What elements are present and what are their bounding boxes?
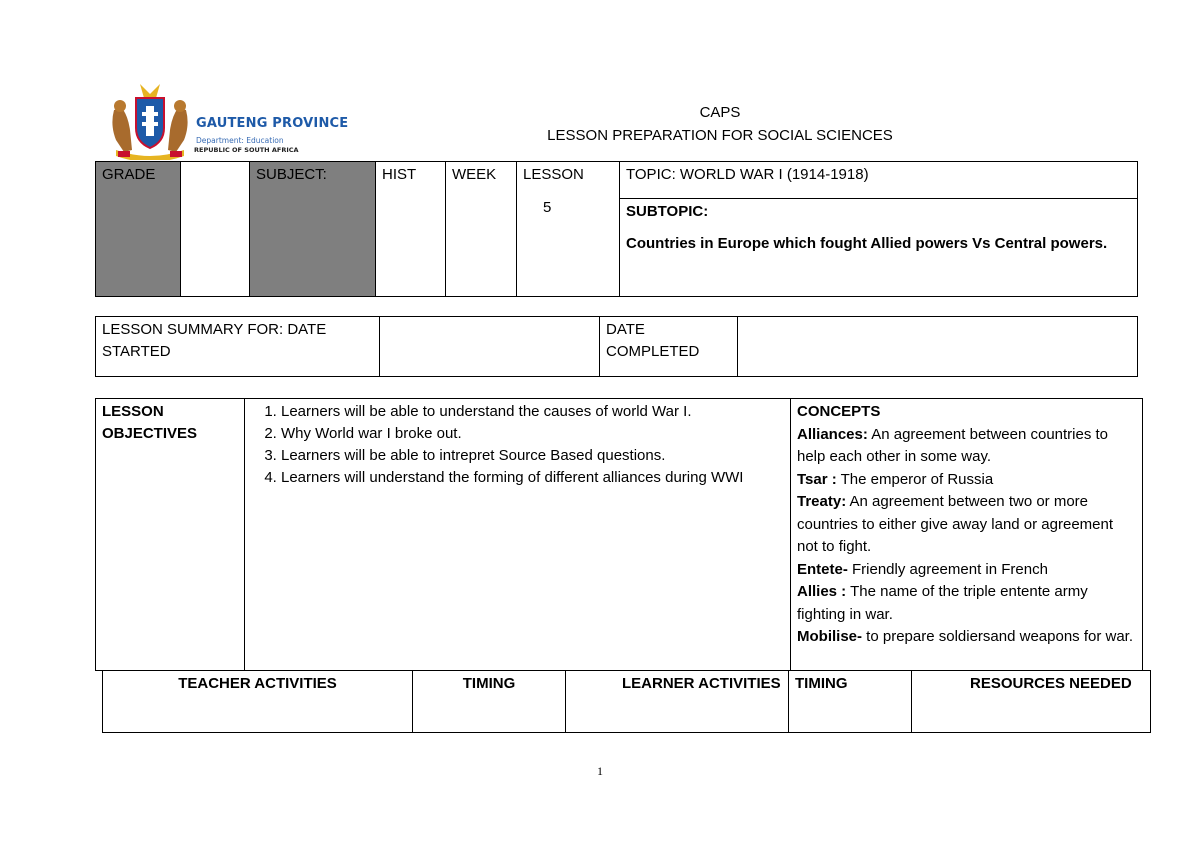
logo-country: REPUBLIC OF SOUTH AFRICA	[194, 146, 299, 154]
concept-definition: The emperor of Russia	[836, 470, 994, 488]
grade-value-cell	[181, 162, 250, 297]
teacher-activities-header	[103, 671, 413, 733]
header-caps: CAPS	[699, 104, 741, 121]
coat-of-arms-icon	[108, 80, 192, 160]
logo-title: GAUTENG PROVINCE	[196, 116, 349, 131]
date-started-label-cell	[96, 317, 380, 377]
subject-label-cell	[250, 162, 376, 297]
concept-term: Tsar :	[797, 470, 837, 488]
lesson-cell	[517, 162, 620, 297]
concept-definition: An agreement between two or more countries to either give away land or agreement not to fight.	[797, 493, 1114, 555]
lesson-summary-table	[95, 316, 1138, 377]
subtopic-text: Countries in Europe which fought Allied powers Vs Central powers.	[626, 235, 1108, 252]
objectives-label-cell	[96, 399, 245, 671]
concept-definition: An agreement between countries to help each other in some way.	[797, 425, 1109, 465]
concept-item	[797, 581, 1136, 626]
topic-text: TOPIC: WORLD WAR I (1914-1918)	[626, 166, 869, 183]
subject-value-cell	[376, 162, 446, 297]
date-completed-label-cell	[600, 317, 738, 377]
date-completed-value-cell[interactable]	[738, 317, 1138, 377]
concept-definition: Friendly agreement in French	[847, 560, 1048, 578]
concept-item	[797, 424, 1136, 469]
teacher-activities-label: TEACHER ACTIVITIES	[178, 675, 337, 692]
concept-item	[797, 491, 1136, 559]
timing-header-1	[413, 671, 566, 733]
grade-label: GRADE	[102, 166, 156, 183]
timing-header-2	[789, 671, 912, 733]
objectives-table	[95, 398, 1143, 671]
objectives-list	[249, 401, 784, 489]
resources-needed-header	[912, 671, 1151, 733]
concept-item	[797, 559, 1136, 582]
concept-definition: The name of the triple entente army fighting in war.	[797, 583, 1088, 623]
grade-label-cell	[96, 162, 181, 297]
subject-value: HIST	[382, 166, 417, 183]
topic-cell	[620, 162, 1138, 199]
concept-term: Mobilise-	[797, 628, 863, 645]
objective-item: 3. Learners will be able to intrepret Source Based questions.	[281, 445, 784, 467]
objective-item: 1. Learners will be able to understand the causes of world War I.	[281, 401, 784, 423]
concept-item	[797, 469, 1136, 492]
concepts-cell	[791, 399, 1143, 671]
concept-definition: to prepare soldiersand weapons for war.	[862, 628, 1134, 645]
subject-label: SUBJECT:	[256, 166, 327, 183]
page-number: 1	[597, 764, 603, 778]
resources-needed-label: RESOURCES NEEDED	[970, 675, 1132, 692]
lesson-number: 5	[543, 199, 552, 216]
activities-table	[102, 670, 1151, 733]
subtopic-cell	[620, 199, 1138, 297]
concept-term: Allies :	[797, 583, 847, 600]
subtopic-label: SUBTOPIC:	[626, 203, 709, 220]
objectives-label: LESSON OBJECTIVES	[102, 403, 198, 442]
gauteng-logo	[108, 80, 349, 160]
lesson-label: LESSON	[523, 166, 584, 183]
date-started-value-cell[interactable]	[380, 317, 600, 377]
concept-term: Treaty:	[797, 493, 847, 510]
week-label: WEEK	[452, 166, 497, 183]
concept-item	[797, 626, 1136, 649]
objective-item: 4. Learners will understand the forming of different alliances during WWI	[281, 467, 784, 489]
week-cell	[446, 162, 517, 297]
learner-activities-header	[566, 671, 789, 733]
header-title: LESSON PREPARATION FOR SOCIAL SCIENCES	[547, 127, 893, 144]
lesson-info-table	[95, 161, 1138, 297]
learner-activities-label: LEARNER ACTIVITIES	[622, 675, 781, 692]
concept-term: Entete-	[797, 560, 848, 578]
timing-label-2: TIMING	[795, 675, 848, 692]
timing-label-1: TIMING	[462, 675, 516, 692]
objectives-list-cell	[245, 399, 791, 671]
concepts-heading: CONCEPTS	[797, 403, 881, 420]
date-completed-label: DATE COMPLETED	[606, 321, 700, 360]
logo-department: Department: Education	[196, 136, 284, 145]
concept-term: Alliances:	[797, 425, 868, 443]
objective-item: 2. Why World war I broke out.	[281, 423, 784, 445]
date-started-label: LESSON SUMMARY FOR: DATE STARTED	[102, 321, 327, 360]
